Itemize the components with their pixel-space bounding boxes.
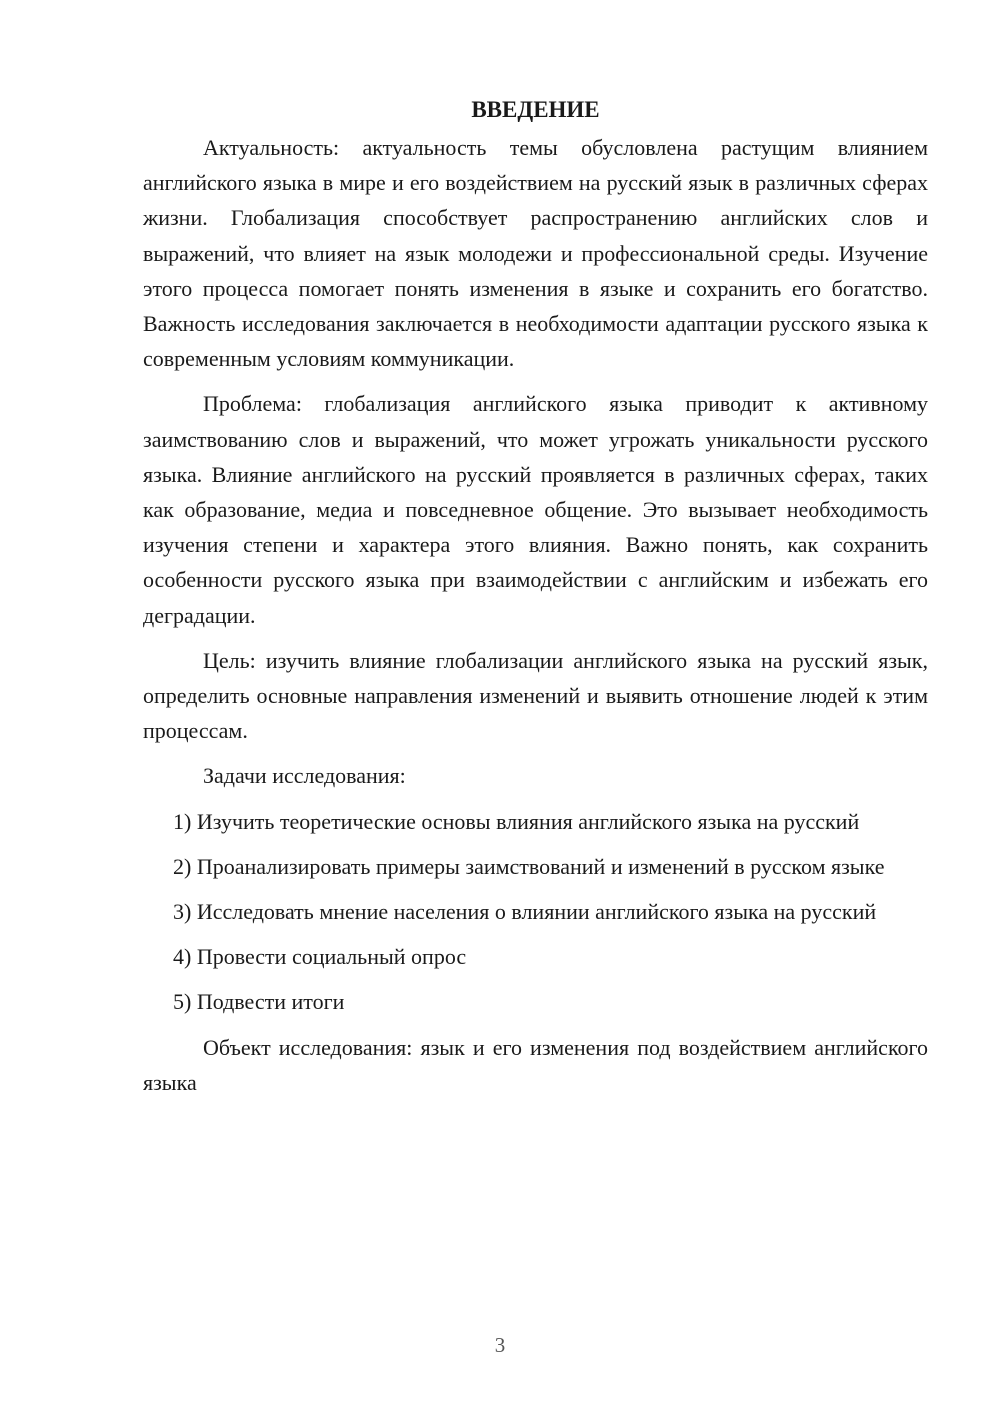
task-item-3: 3) Исследовать мнение населения о влиянии английского языка на русский xyxy=(173,899,877,925)
document-page xyxy=(143,92,928,1110)
task-item-1: 1) Изучить теоретические основы влияния английского языка на русский xyxy=(173,808,860,834)
task-item-2: 2) Проанализировать примеры заимствований и изменений в русском языке xyxy=(173,853,885,879)
goal-paragraph: Цель: изучить влияние глобализации английского языка на русский язык, определить основные направления изменений и выявить отношение людей к этим процессам. xyxy=(143,647,928,744)
problem-paragraph: Проблема: глобализация английского языка приводит к активному заимствованию слов и выражений, что может угрожать уникальности русского языка. Влияние английского на русский проявляется в различных сферах, таких как образование, медиа и повседневное общение. Это вызывает необходимость изучения степени и характера этого влияния. Важно понять, как сохранить особенности русского языка при взаимодействии с английским и избежать его деградации. xyxy=(143,391,928,628)
task-item-5: 5) Подвести итоги xyxy=(173,989,345,1015)
task-item-4: 4) Провести социальный опрос xyxy=(173,944,467,970)
section-title: ВВЕДЕНИЕ xyxy=(471,97,600,122)
object-paragraph: Объект исследования: язык и его изменения под воздействием английского языка xyxy=(143,1034,928,1095)
tasks-heading: Задачи исследования: xyxy=(203,763,406,789)
relevance-paragraph: Актуальность: актуальность темы обусловлена растущим влиянием английского языка в мире и его воздействием на русский язык в различных сферах жизни. Глобализация способствует распространению английских слов и выражений, что влияет на язык молодежи и профессиональной среды. Изучение этого процесса помогает понять изменения в языке и сохранить его богатство. Важность исследования заключается в необходимости адаптации русского языка к современным условиям коммуникации. xyxy=(143,135,928,372)
page-number: 3 xyxy=(494,1333,506,1357)
